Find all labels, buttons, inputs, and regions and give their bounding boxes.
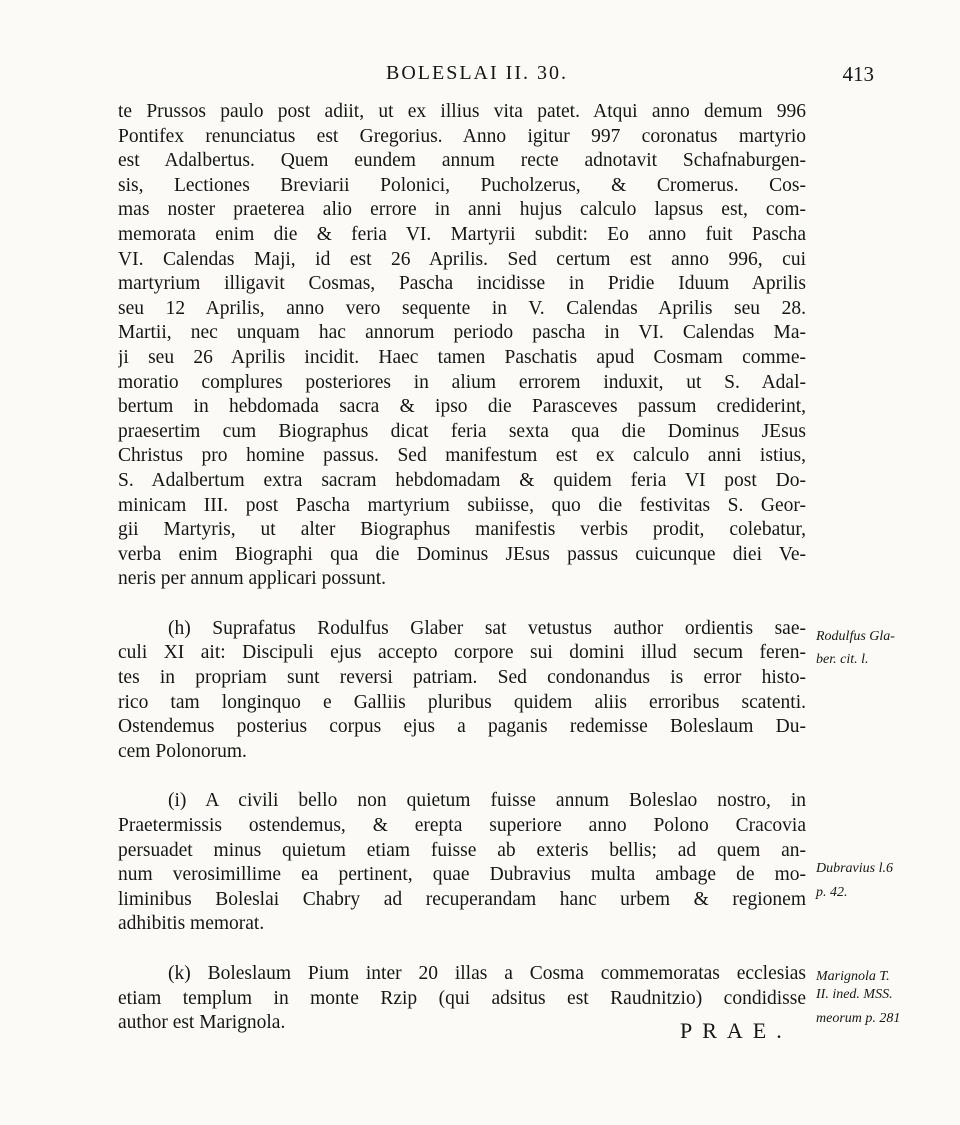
body-text <box>118 100 806 1036</box>
text-line: Pontifex renunciatus est Gregorius. Anno igitur 997 coronatus martyrio <box>118 125 806 147</box>
page-number: 413 <box>842 62 874 86</box>
text-line: Christus pro homine passus. Sed manifestum est ex calculo anni istius, <box>118 445 806 467</box>
text-line: author est Marignola. <box>118 1012 286 1034</box>
text-line: mas noster praeterea alio errore in anni hujus calculo lapsus est, com- <box>118 199 806 221</box>
text-line: martyrium illigavit Cosmas, Pascha incidisse in Pridie Iduum Aprilis <box>118 273 806 295</box>
text-line: Praetermissis ostendemus, & erepta superiore anno Polono Cracovia <box>118 815 806 837</box>
marginal-note: meorum p. 281 <box>816 1011 901 1026</box>
text-line: praesertim cum Biographus dicat feria sexta qua die Dominus JEsus <box>118 420 806 442</box>
running-title: BOLESLAI II. 30. <box>386 62 568 84</box>
marginal-note: Marignola T. <box>816 969 890 984</box>
text-line: seu 12 Aprilis, anno vero sequente in V. Calendas Aprilis seu 28. <box>118 297 806 319</box>
paragraph-h <box>118 617 806 765</box>
text-line: memorata enim die & feria VI. Martyrii subdit: Eo anno fuit Pascha <box>118 223 806 245</box>
text-line: Ostendemus posterius corpus ejus a paganis redemisse Boleslaum Du- <box>118 716 806 738</box>
text-line: est Adalbertus. Quem eundem annum recte adnotavit Schafnaburgen- <box>118 150 806 172</box>
marginal-note: Dubravius l.6 <box>816 861 893 876</box>
text-line: VI. Calendas Maji, id est 26 Aprilis. Sed certum est anno 996, cui <box>118 248 806 270</box>
text-line: minicam III. post Pascha martyrium subiisse, quo die festivitas S. Geor- <box>118 494 806 516</box>
text-line: moratio complures posteriores in alium errorem induxit, ut S. Adal- <box>118 371 806 393</box>
marginal-note: p. 42. <box>816 885 848 900</box>
text-line: num verosimillime ea pertinent, quae Dubravius multa ambage de mo- <box>118 864 806 886</box>
paragraph-i <box>118 789 806 937</box>
text-line: Martii, nec unquam hac annorum periodo pascha in VI. Calendas Ma- <box>118 322 806 344</box>
text-line: tes in propriam sunt reversi patriam. Sed condonandus is error histo- <box>118 667 806 689</box>
text-line: culi XI ait: Discipuli ejus accepto corpore sui domini illud secum feren- <box>118 642 806 664</box>
catchword: PRAE. <box>680 1018 792 1043</box>
text-line: sis, Lectiones Breviarii Polonici, Pucholzerus, & Cromerus. Cos- <box>118 174 806 196</box>
text-line: ji seu 26 Aprilis incidit. Haec tamen Paschatis apud Cosmam comme- <box>118 346 806 368</box>
text-line: neris per annum applicari possunt. <box>118 568 387 590</box>
text-line: cem Polonorum. <box>118 740 247 762</box>
text-line: bertum in hebdomada sacra & ipso die Parasceves passum crediderint, <box>118 396 806 418</box>
text-line: liminibus Boleslai Chabry ad recuperandam hanc urbem & regionem <box>118 888 806 910</box>
text-line: te Prussos paulo post adiit, ut ex illius vita patet. Atqui anno demum 996 <box>118 101 806 122</box>
text-line: (k) Boleslaum Pium inter 20 illas a Cosma commemoratas ecclesias <box>168 963 806 984</box>
paragraph-g-continuation <box>118 100 806 592</box>
text-line: rico tam longinquo e Galliis pluribus quidem aliis erroribus scatenti. <box>118 691 806 713</box>
marginal-note: ber. cit. l. <box>816 652 869 667</box>
running-header <box>118 62 874 92</box>
text-line: (i) A civili bello non quietum fuisse annum Boleslao nostro, in <box>168 790 806 812</box>
text-line: gii Martyris, ut alter Biographus manifestis verbis prodit, colebatur, <box>118 519 806 541</box>
text-line: adhibitis memorat. <box>118 913 265 935</box>
marginal-note: Rodulfus Gla- <box>816 629 895 644</box>
text-line: persuadet minus quietum etiam fuisse ab exteris bellis; ad quem an- <box>118 839 806 861</box>
text-line: S. Adalbertum extra sacram hebdomadam & quidem feria VI post Do- <box>118 469 806 491</box>
text-line: (h) Suprafatus Rodulfus Glaber sat vetustus author ordientis sae- <box>168 617 806 639</box>
text-line: verba enim Biographi qua die Dominus JEsus passus cuicunque diei Ve- <box>118 543 806 565</box>
text-line: etiam templum in monte Rzip (qui adsitus est Raudnitzio) condidisse <box>118 987 806 1009</box>
marginal-note: II. ined. MSS. <box>816 987 893 1002</box>
